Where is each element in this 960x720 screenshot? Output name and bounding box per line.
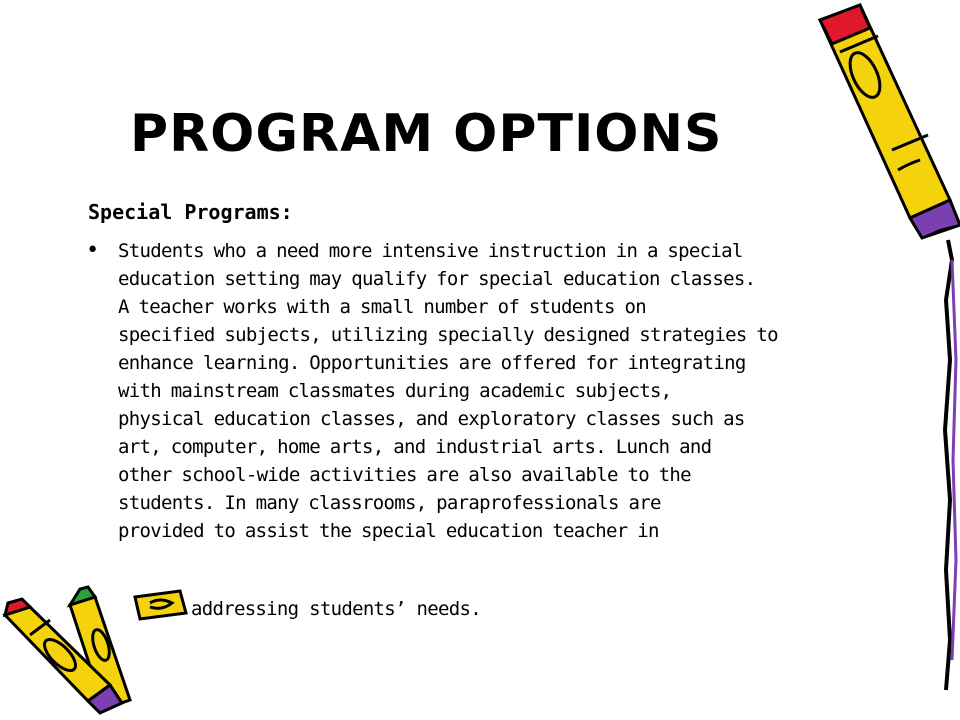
body-line: specified subjects, utilizing specially designed strategies to [118,324,778,346]
bullet-marker: • [86,238,100,263]
body-line: with mainstream classmates during academic subjects, [118,380,672,402]
section-subtitle: Special Programs: [88,200,293,224]
pencil-icon [0,585,200,720]
body-line: provided to assist the special education teacher in [118,520,659,542]
body-line: physical education classes, and exploratory classes such as [118,408,745,430]
page-title: PROGRAM OPTIONS [130,104,723,164]
body-line: enhance learning. Opportunities are offered for integrating [118,352,746,374]
body-line: students. In many classrooms, paraprofessionals are [118,492,661,514]
body-line: A teacher works with a small number of students on [118,296,646,318]
body-line: education setting may qualify for special education classes. [118,268,756,290]
body-last-line: addressing students’ needs. [191,598,481,620]
body-paragraph [118,237,888,545]
body-line: Students who a need more intensive instruction in a special [118,240,743,262]
body-line: other school-wide activities are also available to the [118,464,691,486]
body-line: art, computer, home arts, and industrial arts. Lunch and [118,436,712,458]
